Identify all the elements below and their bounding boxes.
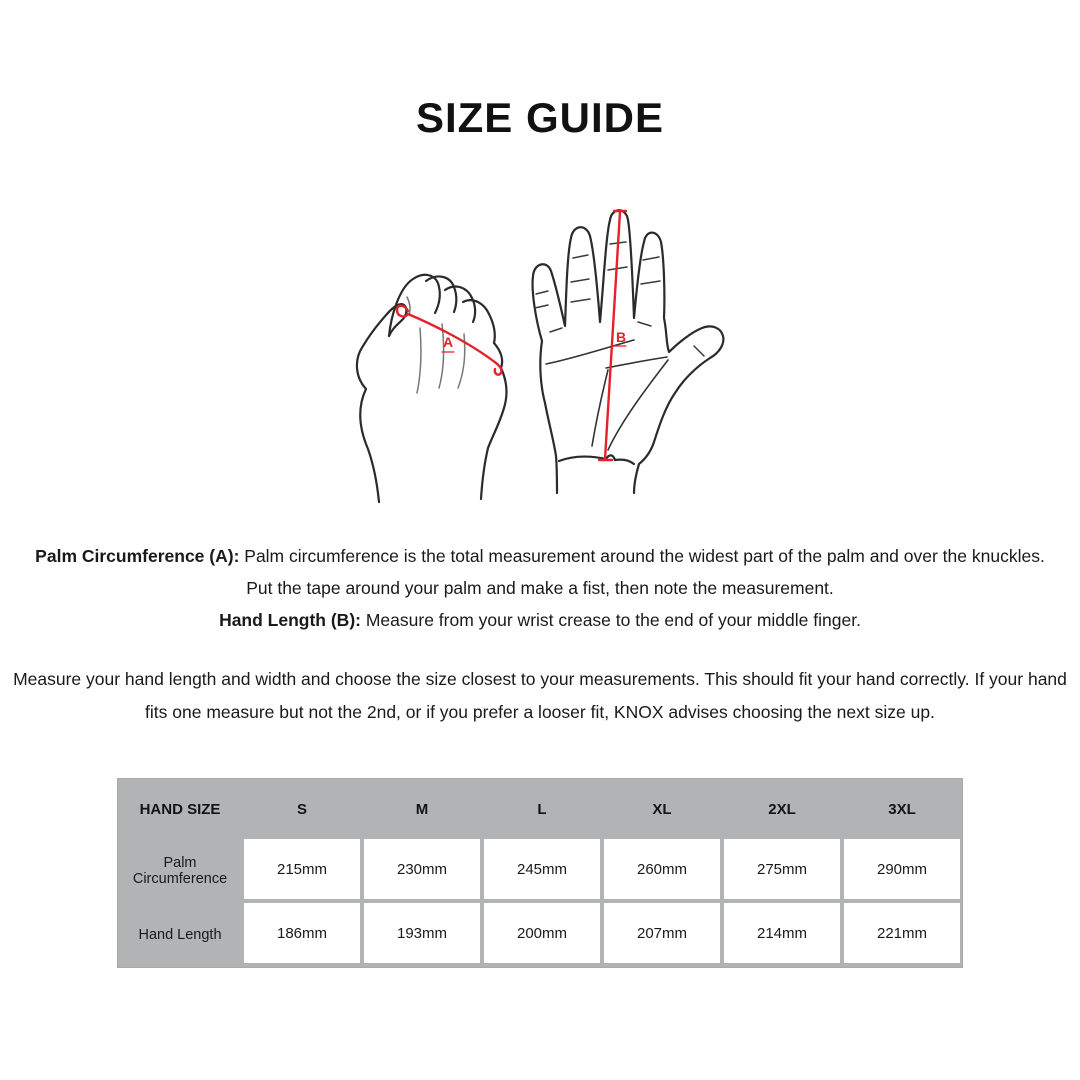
palm-circumference-line (0, 540, 1080, 572)
hand-length-term: Hand Length (B): (219, 610, 361, 630)
table-cell: 275mm (724, 839, 840, 899)
table-cell: 290mm (844, 839, 960, 899)
palm-illustration (520, 196, 750, 506)
advice-line-1: Measure your hand length and width and choose the size closest to your measurements. This should fit your hand correctly. If your hand (13, 669, 1067, 689)
header-size-m: M (415, 800, 429, 818)
table-cell: 207mm (604, 903, 720, 963)
table-cell: 200mm (484, 903, 600, 963)
size-table (117, 778, 963, 968)
table-row-palm-circumference (118, 839, 962, 903)
hand-length-line (0, 604, 1080, 636)
label-b: B (615, 329, 627, 345)
table-cell: 230mm (364, 839, 480, 899)
label-a: A (442, 334, 454, 350)
size-table-header-row (118, 779, 962, 839)
palm-circumference-line2: Put the tape around your palm and make a fist, then note the measurement. (246, 578, 834, 598)
palm-circumference-term: Palm Circumference (A): (35, 546, 240, 566)
advice-line-2: fits one measure but not the 2nd, or if you prefer a looser fit, KNOX advises choosing the next size up. (145, 702, 935, 722)
header-hand-size: HAND SIZE (139, 800, 221, 818)
header-size-s: S (296, 800, 307, 818)
hand-length-desc: Measure from your wrist crease to the end of your middle finger. (360, 610, 861, 630)
row-label: Hand Length (138, 927, 222, 943)
table-cell: 193mm (364, 903, 480, 963)
row-label: Palm Circumference (132, 855, 228, 887)
page-title: SIZE GUIDE (415, 94, 665, 141)
table-row-hand-length (118, 903, 962, 967)
table-cell: 245mm (484, 839, 600, 899)
table-cell: 260mm (604, 839, 720, 899)
measurement-info (0, 540, 1080, 636)
table-cell: 215mm (244, 839, 360, 899)
table-cell: 214mm (724, 903, 840, 963)
header-size-3xl: 3XL (888, 800, 916, 818)
sizing-advice (0, 663, 1080, 729)
header-size-2xl: 2XL (768, 800, 796, 818)
header-size-xl: XL (652, 800, 672, 818)
header-size-l: L (537, 800, 547, 818)
fist-illustration (346, 266, 538, 510)
table-cell: 221mm (844, 903, 960, 963)
table-cell: 186mm (244, 903, 360, 963)
palm-circumference-desc: Palm circumference is the total measurement around the widest part of the palm and over the knuckles. (239, 546, 1045, 566)
